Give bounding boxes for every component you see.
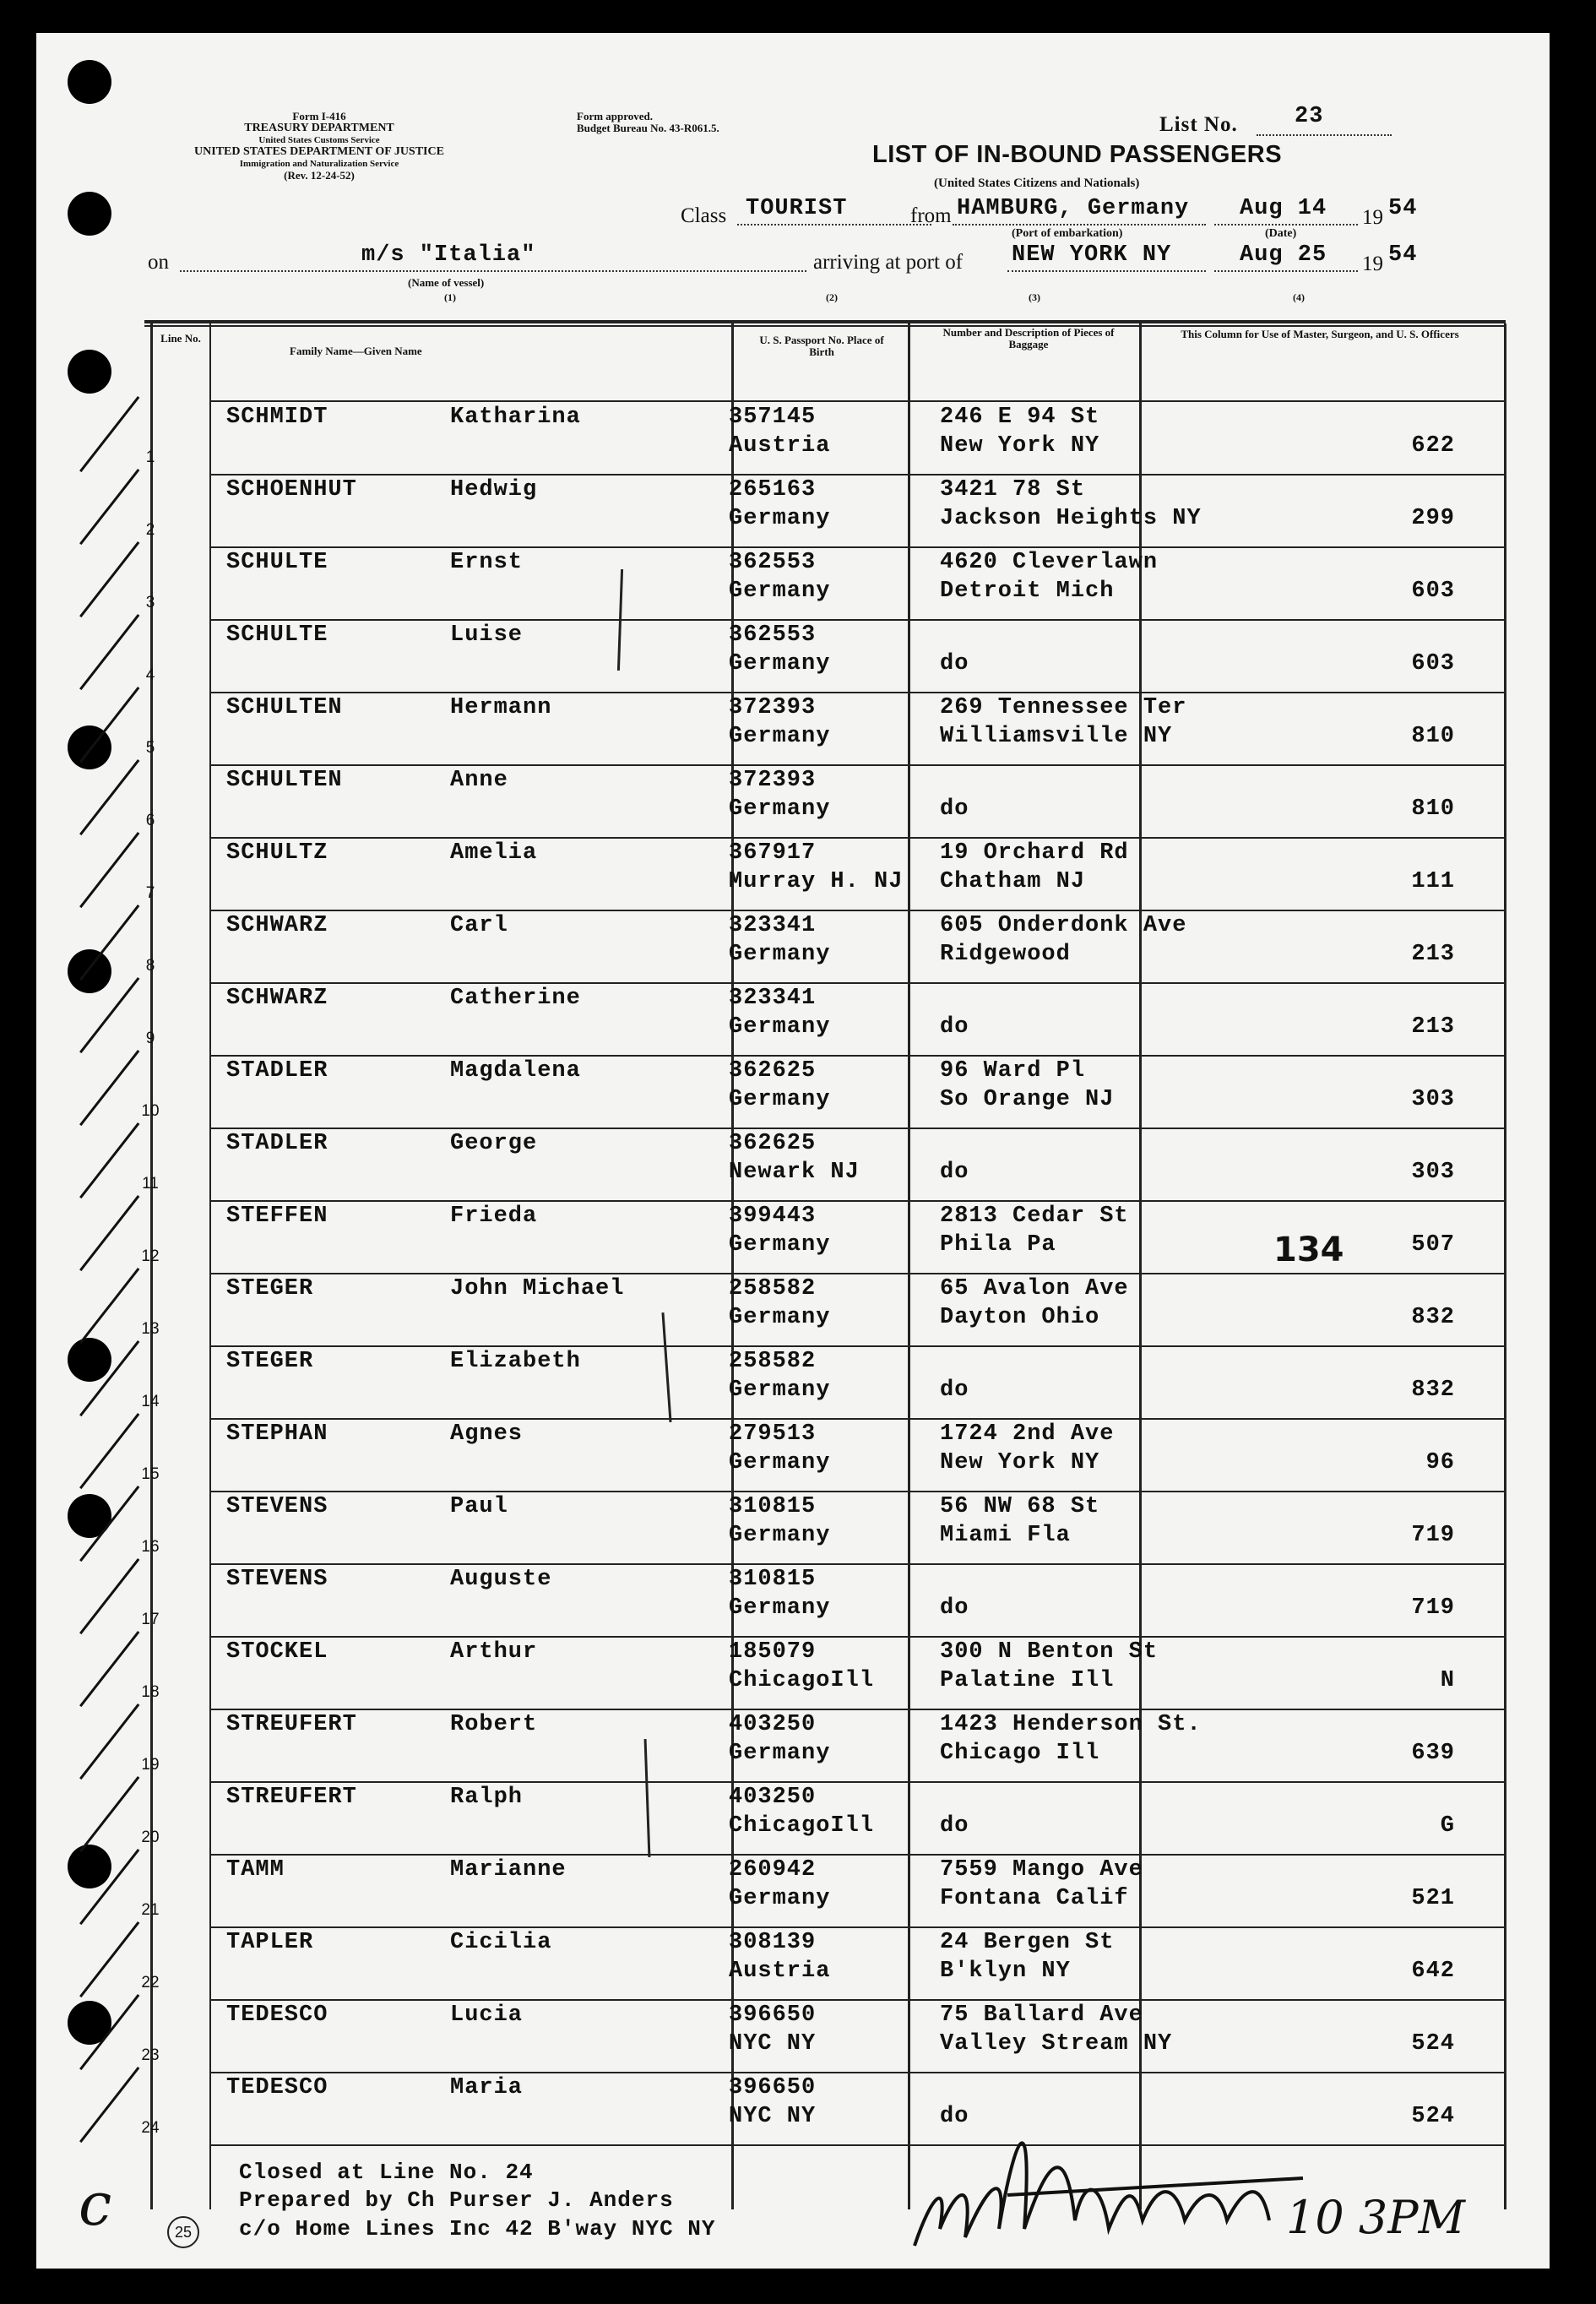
given-name: Elizabeth — [450, 1349, 581, 1374]
passport-number: 323341 — [729, 913, 817, 938]
header-baggage: Number and Description of Pieces of Baggage — [942, 326, 1115, 350]
line-number: 12 — [141, 1247, 160, 1265]
manifest-title: LIST OF IN-BOUND PASSENGERS — [872, 141, 1283, 168]
line-number: 23 — [141, 2046, 160, 2064]
family-name: SCHULTEN — [226, 768, 343, 793]
closed-at-line: Closed at Line No. 24 — [239, 2160, 534, 2185]
col-3-caption: (3) — [1029, 291, 1040, 303]
place-of-birth: Germany — [729, 1523, 831, 1548]
line-number: 21 — [141, 1901, 160, 1919]
passport-number: 185079 — [729, 1639, 817, 1665]
baggage-address-line-1: 1724 2nd Ave — [940, 1421, 1115, 1447]
family-name: STADLER — [226, 1131, 328, 1156]
baggage-address-line-2: B'klyn NY — [940, 1959, 1071, 1984]
row-divider — [209, 692, 1506, 693]
officer-column-value: 719 — [1411, 1523, 1455, 1548]
place-of-birth: Germany — [729, 1595, 831, 1621]
place-of-birth: Murray H. NJ — [729, 869, 904, 894]
row-divider — [209, 1418, 1506, 1420]
depart-year-prefix: 19 — [1362, 206, 1383, 229]
given-name: Hermann — [450, 695, 552, 720]
table-row — [36, 913, 1550, 986]
punch-hole — [68, 192, 111, 236]
place-of-birth: Austria — [729, 1959, 831, 1984]
given-name: Carl — [450, 913, 508, 938]
passport-number: 308139 — [729, 1930, 817, 1955]
row-divider — [209, 1128, 1506, 1129]
col-2-caption: (2) — [826, 291, 838, 303]
line-number: 2 — [145, 521, 155, 539]
date-caption: (Date) — [1265, 227, 1297, 240]
table-row — [36, 1930, 1550, 2002]
given-name: Katharina — [450, 405, 581, 430]
table-row — [36, 477, 1550, 550]
officer-column-value: N — [1440, 1668, 1455, 1693]
baggage-address-line-2: do — [940, 651, 969, 677]
baggage-address-line-2: Dayton Ohio — [940, 1305, 1100, 1330]
baggage-address-line-1: 1423 Henderson St. — [940, 1712, 1202, 1737]
family-name: STREUFERT — [226, 1785, 357, 1810]
punch-hole — [68, 60, 111, 104]
dept-justice: UNITED STATES DEPARTMENT OF JUSTICE — [194, 145, 444, 158]
table-row — [36, 622, 1550, 695]
place-of-birth: NYC NY — [729, 2031, 817, 2057]
passport-number: 362625 — [729, 1131, 817, 1156]
officer-column-value: 719 — [1411, 1595, 1455, 1621]
family-name: STEGER — [226, 1349, 314, 1374]
family-name: SCHWARZ — [226, 913, 328, 938]
header-name: Family Name—Given Name — [290, 345, 422, 357]
given-name: Paul — [450, 1494, 508, 1519]
table-row — [36, 1639, 1550, 1712]
baggage-address-line-2: New York NY — [940, 433, 1100, 459]
officer-column-value: 213 — [1411, 1014, 1455, 1040]
passport-number: 310815 — [729, 1494, 817, 1519]
row-divider — [209, 837, 1506, 839]
approved-text: Form approved. — [577, 110, 654, 122]
passport-number: 258582 — [729, 1276, 817, 1301]
header-officers: This Column for Use of Master, Surgeon, and U. S. Officers — [1181, 328, 1459, 340]
family-name: SCHULTEN — [226, 695, 343, 720]
table-top-rule — [144, 320, 1506, 323]
arrival-date-line — [1214, 270, 1358, 272]
row-divider — [209, 1345, 1506, 1347]
arrival-date: Aug 25 — [1240, 242, 1327, 268]
baggage-address-line-2: Jackson Heights NY — [940, 506, 1202, 531]
row-divider — [209, 546, 1506, 548]
table-row — [36, 1058, 1550, 1131]
table-row — [36, 1421, 1550, 1494]
baggage-address-line-1: 246 E 94 St — [940, 405, 1100, 430]
line-number: 16 — [141, 1538, 160, 1556]
list-number-line — [1257, 134, 1392, 136]
passport-number: 258582 — [729, 1349, 817, 1374]
header-line-no: Line No. — [160, 332, 201, 345]
baggage-address-line-2: New York NY — [940, 1450, 1100, 1475]
baggage-address-line-2: Ridgewood — [940, 942, 1071, 967]
passport-number: 396650 — [729, 2075, 817, 2100]
baggage-address-line-1: 2813 Cedar St — [940, 1204, 1129, 1229]
margin-mark: c — [79, 2170, 112, 2239]
family-name: STEFFEN — [226, 1204, 328, 1229]
arrival-port-line — [1007, 270, 1206, 272]
on-label: on — [148, 251, 169, 274]
dept-justice-sub: Immigration and Naturalization Service — [239, 159, 399, 169]
signature-time: 10 3PM — [1286, 2191, 1465, 2244]
officer-column-value: 832 — [1411, 1378, 1455, 1403]
officer-column-value: 299 — [1411, 506, 1455, 531]
baggage-address-line-2: do — [940, 1160, 969, 1185]
passport-number: 372393 — [729, 768, 817, 793]
place-of-birth: Germany — [729, 579, 831, 604]
baggage-address-line-2: Williamsville NY — [940, 724, 1173, 749]
officer-column-value: 810 — [1411, 796, 1455, 822]
place-of-birth: Germany — [729, 506, 831, 531]
depart-date: Aug 14 — [1240, 196, 1327, 221]
table-row — [36, 1349, 1550, 1421]
given-name: Lucia — [450, 2002, 524, 2028]
place-of-birth: ChicagoIll — [729, 1668, 875, 1693]
baggage-address-line-1: 3421 78 St — [940, 477, 1086, 503]
row-divider — [209, 910, 1506, 911]
purser-address: c/o Home Lines Inc 42 B'way NYC NY — [239, 2216, 716, 2242]
form-header-left — [150, 111, 488, 182]
baggage-address-line-2: Valley Stream NY — [940, 2031, 1173, 2057]
line-number: 18 — [141, 1683, 160, 1701]
table-row — [36, 1785, 1550, 1857]
table-row — [36, 1567, 1550, 1639]
depart-date-line — [1214, 224, 1358, 226]
family-name: STREUFERT — [226, 1712, 357, 1737]
from-label: from — [910, 204, 952, 227]
passport-number: 310815 — [729, 1567, 817, 1592]
row-divider — [209, 982, 1506, 984]
officer-column-value: 303 — [1411, 1160, 1455, 1185]
passport-number: 279513 — [729, 1421, 817, 1447]
place-of-birth: NYC NY — [729, 2104, 817, 2129]
given-name: Maria — [450, 2075, 524, 2100]
row-divider — [209, 1926, 1506, 1928]
dept-treasury: TREASURY DEPARTMENT — [244, 122, 394, 134]
officer-column-value: 524 — [1411, 2031, 1455, 2057]
line-number: 5 — [145, 739, 155, 757]
family-name: TEDESCO — [226, 2075, 328, 2100]
officer-column-value: 524 — [1411, 2104, 1455, 2129]
row-divider — [209, 764, 1506, 766]
baggage-address-line-1: 4620 Cleverlawn — [940, 550, 1159, 575]
given-name: Catherine — [450, 986, 581, 1011]
passport-number: 403250 — [729, 1785, 817, 1810]
passport-number: 362625 — [729, 1058, 817, 1084]
officer-column-value: 603 — [1411, 651, 1455, 677]
officer-column-value: 810 — [1411, 724, 1455, 749]
line-number: 3 — [145, 594, 155, 611]
arriving-label: arriving at port of — [813, 251, 964, 274]
table-row — [36, 1276, 1550, 1349]
family-name: SCHULTE — [226, 622, 328, 648]
manifest-subtitle: (United States Citizens and Nationals) — [934, 177, 1140, 190]
given-name: Luise — [450, 622, 524, 648]
place-of-birth: Germany — [729, 942, 831, 967]
passport-number: 362553 — [729, 550, 817, 575]
passport-number: 260942 — [729, 1857, 817, 1883]
family-name: SCHULTZ — [226, 840, 328, 866]
given-name: Magdalena — [450, 1058, 581, 1084]
table-top-rule-2 — [144, 325, 1506, 327]
punch-hole — [68, 350, 111, 394]
given-name: Frieda — [450, 1204, 538, 1229]
passport-number: 362553 — [729, 622, 817, 648]
line-number: 19 — [141, 1756, 160, 1774]
given-name: Amelia — [450, 840, 538, 866]
officer-column-value: 622 — [1411, 433, 1455, 459]
officer-column-value: 303 — [1411, 1087, 1455, 1112]
vessel-caption: (Name of vessel) — [408, 276, 485, 289]
officer-column-value: 111 — [1411, 869, 1455, 894]
line-number: 9 — [145, 1030, 155, 1047]
row-divider — [209, 1055, 1506, 1057]
line-number: 11 — [142, 1175, 159, 1193]
line-number: 15 — [141, 1465, 160, 1483]
family-name: STEGER — [226, 1276, 314, 1301]
vessel-line — [180, 270, 806, 272]
depart-year: 54 — [1388, 196, 1418, 221]
line-number: 20 — [141, 1829, 160, 1846]
given-name: Marianne — [450, 1857, 567, 1883]
family-name: TAPLER — [226, 1930, 314, 1955]
port-embarkation-caption: (Port of embarkation) — [1012, 227, 1123, 240]
given-name: Hedwig — [450, 477, 538, 503]
officer-column-value: 96 — [1425, 1450, 1455, 1475]
list-number: 23 — [1295, 104, 1324, 129]
place-of-birth: ChicagoIll — [729, 1813, 875, 1839]
family-name: TAMM — [226, 1857, 285, 1883]
baggage-address-line-2: do — [940, 796, 969, 822]
arrival-port: NEW YORK NY — [1012, 242, 1172, 268]
table-row — [36, 1857, 1550, 1930]
family-name: TEDESCO — [226, 2002, 328, 2028]
class-line — [737, 224, 931, 226]
given-name: Anne — [450, 768, 508, 793]
form-revision: (Rev. 12-24-52) — [284, 169, 355, 182]
header-bottom-rule — [209, 400, 1506, 402]
baggage-address-line-2: Detroit Mich — [940, 579, 1115, 604]
baggage-address-line-2: Chatham NJ — [940, 869, 1086, 894]
baggage-address-line-2: Phila Pa — [940, 1232, 1056, 1258]
row-divider — [209, 1200, 1506, 1202]
given-name: Ernst — [450, 550, 524, 575]
passport-number: 372393 — [729, 695, 817, 720]
table-row — [36, 1131, 1550, 1204]
class-value: TOURIST — [746, 196, 848, 221]
baggage-address-line-2: do — [940, 1595, 969, 1621]
table-row — [36, 1712, 1550, 1785]
row-divider — [209, 1999, 1506, 2001]
budget-bureau: Budget Bureau No. 43-R061.5. — [577, 122, 719, 134]
officer-column-value: 213 — [1411, 942, 1455, 967]
baggage-address-line-2: do — [940, 1378, 969, 1403]
family-name: SCHWARZ — [226, 986, 328, 1011]
place-of-birth: Germany — [729, 1232, 831, 1258]
table-row — [36, 550, 1550, 622]
row-divider — [209, 619, 1506, 621]
officer-column-value: 639 — [1411, 1741, 1455, 1766]
form-approved — [577, 111, 719, 134]
passport-number: 367917 — [729, 840, 817, 866]
passenger-rows — [36, 405, 1550, 2220]
col-4-caption: (4) — [1293, 291, 1305, 303]
given-name: George — [450, 1131, 538, 1156]
place-of-birth: Austria — [729, 433, 831, 459]
baggage-address-line-2: Palatine Ill — [940, 1668, 1115, 1693]
officer-column-value: G — [1440, 1813, 1455, 1839]
line-number: 14 — [141, 1393, 160, 1410]
given-name: Arthur — [450, 1639, 538, 1665]
manifest-page — [36, 33, 1550, 2269]
row-divider — [209, 1709, 1506, 1710]
line-number: 10 — [141, 1102, 160, 1120]
form-number: Form I-416 — [292, 110, 346, 122]
vessel-name: m/s "Italia" — [361, 242, 536, 268]
table-row — [36, 840, 1550, 913]
row-divider — [209, 474, 1506, 475]
baggage-address-line-2: Miami Fla — [940, 1523, 1071, 1548]
given-name: Robert — [450, 1712, 538, 1737]
list-number-label: List No. — [1159, 113, 1238, 136]
arrival-year: 54 — [1388, 242, 1418, 268]
line-number: 13 — [141, 1320, 160, 1338]
table-row — [36, 695, 1550, 768]
row-divider — [209, 1273, 1506, 1274]
place-of-birth: Germany — [729, 651, 831, 677]
officer-column-value: 642 — [1411, 1959, 1455, 1984]
baggage-address-line-2: do — [940, 1813, 969, 1839]
line-number: 24 — [141, 2119, 160, 2137]
row-divider — [209, 1636, 1506, 1638]
handwritten-note-134: 134 — [1273, 1231, 1344, 1269]
line-number: 8 — [145, 957, 155, 975]
dept-treasury-sub: United States Customs Service — [258, 135, 380, 145]
line-number: 17 — [141, 1611, 160, 1628]
place-of-birth: Germany — [729, 724, 831, 749]
family-name: SCHMIDT — [226, 405, 328, 430]
line-number: 22 — [141, 1974, 160, 1992]
passport-number: 323341 — [729, 986, 817, 1011]
line-number: 7 — [145, 884, 155, 902]
given-name: John Michael — [450, 1276, 625, 1301]
row-divider — [209, 1854, 1506, 1856]
signature — [881, 2077, 1550, 2269]
row-divider — [209, 1563, 1506, 1565]
given-name: Ralph — [450, 1785, 524, 1810]
officer-column-value: 521 — [1411, 1886, 1455, 1911]
passport-number: 396650 — [729, 2002, 817, 2028]
passport-number: 399443 — [729, 1204, 817, 1229]
officer-column-value: 603 — [1411, 579, 1455, 604]
row-divider — [209, 1781, 1506, 1783]
baggage-address-line-2: Fontana Calif — [940, 1886, 1129, 1911]
header-passport: U. S. Passport No. Place of Birth — [759, 334, 884, 358]
family-name: STEVENS — [226, 1494, 328, 1519]
passport-number: 403250 — [729, 1712, 817, 1737]
baggage-address-line-1: 19 Orchard Rd — [940, 840, 1129, 866]
baggage-address-line-2: do — [940, 1014, 969, 1040]
baggage-address-line-1: 7559 Mango Ave — [940, 1857, 1143, 1883]
signature-stroke — [915, 2143, 1269, 2246]
baggage-address-line-1: 56 NW 68 St — [940, 1494, 1100, 1519]
officer-column-value: 832 — [1411, 1305, 1455, 1330]
baggage-address-line-1: 269 Tennessee Ter — [940, 695, 1187, 720]
place-of-birth: Germany — [729, 1450, 831, 1475]
table-row — [36, 2002, 1550, 2075]
prepared-by: Prepared by Ch Purser J. Anders — [239, 2187, 674, 2213]
place-of-birth: Germany — [729, 1305, 831, 1330]
line-number: 6 — [145, 812, 155, 829]
baggage-address-line-1: 75 Ballard Ave — [940, 2002, 1143, 2028]
class-label: Class — [681, 204, 727, 227]
officer-column-value: 507 — [1411, 1232, 1455, 1258]
line-number-25-text: 25 — [174, 2224, 193, 2241]
place-of-birth: Germany — [729, 1014, 831, 1040]
baggage-address-line-1: 24 Bergen St — [940, 1930, 1115, 1955]
baggage-address-line-1: 65 Avalon Ave — [940, 1276, 1129, 1301]
passport-number: 357145 — [729, 405, 817, 430]
baggage-address-line-1: 300 N Benton St — [940, 1639, 1159, 1665]
place-of-birth: Newark NJ — [729, 1160, 860, 1185]
family-name: STOCKEL — [226, 1639, 328, 1665]
row-divider — [209, 1491, 1506, 1492]
baggage-address-line-2: So Orange NJ — [940, 1087, 1115, 1112]
family-name: SCHULTE — [226, 550, 328, 575]
baggage-address-line-1: 605 Onderdonk Ave — [940, 913, 1187, 938]
line-number: 1 — [145, 448, 155, 466]
place-of-birth: Germany — [729, 1378, 831, 1403]
col-1-caption: (1) — [444, 291, 456, 303]
line-number: 4 — [145, 666, 155, 684]
given-name: Auguste — [450, 1567, 552, 1592]
table-row — [36, 986, 1550, 1058]
from-value: HAMBURG, Germany — [957, 196, 1190, 221]
place-of-birth: Germany — [729, 1087, 831, 1112]
baggage-address-line-2: Chicago Ill — [940, 1741, 1100, 1766]
row-divider — [209, 2072, 1506, 2073]
place-of-birth: Germany — [729, 1741, 831, 1766]
place-of-birth: Germany — [729, 796, 831, 822]
given-name: Agnes — [450, 1421, 524, 1447]
baggage-address-line-1: 96 Ward Pl — [940, 1058, 1086, 1084]
passport-number: 265163 — [729, 477, 817, 503]
line-number-25 — [167, 2216, 199, 2248]
from-line — [953, 224, 1206, 226]
family-name: SCHOENHUT — [226, 477, 357, 503]
family-name: STADLER — [226, 1058, 328, 1084]
given-name: Cicilia — [450, 1930, 552, 1955]
table-row — [36, 405, 1550, 477]
table-row — [36, 1494, 1550, 1567]
family-name: STEPHAN — [226, 1421, 328, 1447]
baggage-address-line-2: do — [940, 2104, 969, 2129]
place-of-birth: Germany — [729, 1886, 831, 1911]
table-row — [36, 768, 1550, 840]
arrival-year-prefix: 19 — [1362, 253, 1383, 275]
family-name: STEVENS — [226, 1567, 328, 1592]
